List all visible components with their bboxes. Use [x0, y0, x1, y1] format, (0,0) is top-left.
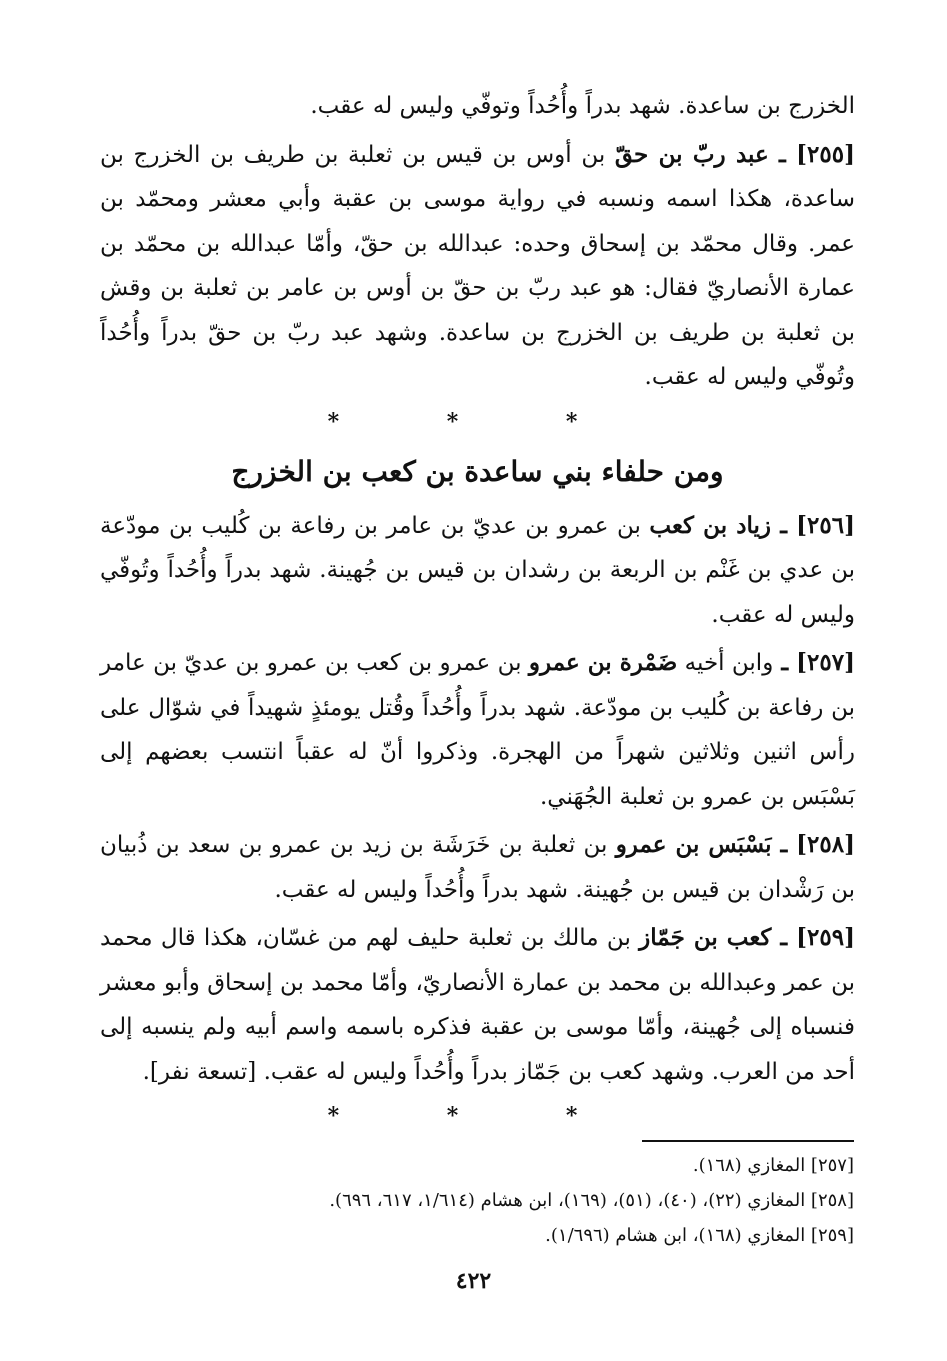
- stars-separator: * * *: [327, 408, 628, 435]
- entry-number: [٢٥٩]: [796, 924, 855, 951]
- footnote-259: [٢٥٩] المغازي (١٦٨)، ابن هشام (١/٦٩٦).: [545, 1225, 854, 1246]
- entry-dash: ـ: [773, 649, 797, 676]
- entry-257: [100, 641, 855, 819]
- footnotes: [99, 1148, 854, 1253]
- entry-dash: ـ: [771, 924, 797, 951]
- entry-text: بن أوس بن قيس بن ثعلبة بن طريف بن الخزرج بن ساعدة، هكذا اسمه ونسبه في رواية موسى بن عقبة وأبي معشر ومحمّد بن عمر. وقال محمّد بن إسحاق وحده: عبدالله بن حقّ، وأمّا عبدالله بن محمّد بن عمارة الأنصاريّ فقال: هو عبد ربّ بن حقّ بن أوس بن عامر بن ثعلبة بن وقش بن ثعلبة بن طريف بن الخزرج بن ساعدة. وشهد عبد ربّ بن حقّ بدراً وأُحُداً وتُوفّي وليس له عقب.: [100, 141, 855, 390]
- entry-number: [٢٥٧]: [796, 649, 855, 676]
- entry-dash: ـ: [771, 831, 797, 858]
- entry-text: بن ثعلبة بن خَرَشَة بن زيد بن عمرو بن سعد بن ذُبيان بن رَشْدان بن قيس بن جُهينة. شهد بدراً وأُحُداً وليس له عقب.: [100, 832, 855, 903]
- page-body: [100, 84, 855, 1140]
- stars-separator: * * *: [327, 1103, 628, 1129]
- entry-text: بن عمرو بن كعب بن عمرو بن عديّ بن عامر بن رفاعة بن كُليب بن مودّعة. شهد بدراً وأُحُداً وقُتل يومئذٍ شهيداً في شوّال على رأس اثنين وثلاثين شهراً من الهجرة. وذكروا أنّ له عقباً انتسب بعضهم إلى بَسْبَس بن عمرو بن ثعلبة الجُهَني.: [100, 650, 855, 810]
- entry-dash: ـ: [771, 511, 797, 539]
- entry-text: بن عمرو بن عديّ بن عامر بن رفاعة بن كُليب بن مودّعة بن عدي بن غَنْم بن الربعة بن رشدان بن قيس بن جُهينة. شهد بدراً وأُحُداً وتُوفّي وليس له عقب.: [100, 512, 855, 628]
- entry-name: كعب بن جَمّاز: [639, 924, 772, 951]
- entry-text: بن مالك بن ثعلبة حليف لهم من غسّان، هكذا قال محمد بن عمر وعبدالله بن محمد بن عمارة الأنصاريّ، وأمّا محمد بن إسحاق وأبو معشر فنسباه إلى جُهينة، وأمّا موسى بن عقبة فذكره باسمه واسم أبيه ولم ينسبه إلى أحد من العرب. وشهد كعب بن جَمّاز بدراً وأُحُداً وليس له عقب. [تسعة نفر].: [100, 925, 855, 1085]
- entry-number: [٢٥٥]: [796, 140, 855, 168]
- entry-255: [100, 133, 855, 400]
- entry-256: [100, 504, 855, 638]
- entry-name: زياد بن كعب: [649, 511, 772, 539]
- footnote-258: [٢٥٨] المغازي (٢٢)، (٤٠)، (٥١)، (١٦٩)، ابن هشام (١/٦١٤، ٦١٧، ٦٩٦).: [329, 1190, 854, 1211]
- entry-name: بَسْبَس بن عمرو: [615, 831, 772, 858]
- entry-258: [100, 823, 855, 912]
- page-number: ٤٢٢: [455, 1268, 492, 1294]
- continuation-paragraph: [100, 84, 855, 129]
- entry-number: [٢٥٨]: [796, 831, 855, 858]
- entry-259: [100, 916, 855, 1094]
- entry-name: ضَمْرة بن عمرو: [528, 649, 678, 676]
- entry-name: عبد ربّ بن حقّ: [614, 140, 769, 168]
- continuation-text: الخزرج بن ساعدة. شهد بدراً وأُحُداً وتوفّي وليس له عقب.: [310, 93, 855, 119]
- footnote-rule: [642, 1140, 854, 1142]
- entry-prefix: وابن أخيه: [677, 650, 774, 676]
- footnote-257: [٢٥٧] المغازي (١٦٨).: [692, 1155, 854, 1176]
- section-title: ومن حلفاء بني ساعدة بن كعب بن الخزرج: [231, 454, 724, 488]
- entry-number: [٢٥٦]: [796, 511, 855, 539]
- entry-dash: ـ: [768, 140, 797, 168]
